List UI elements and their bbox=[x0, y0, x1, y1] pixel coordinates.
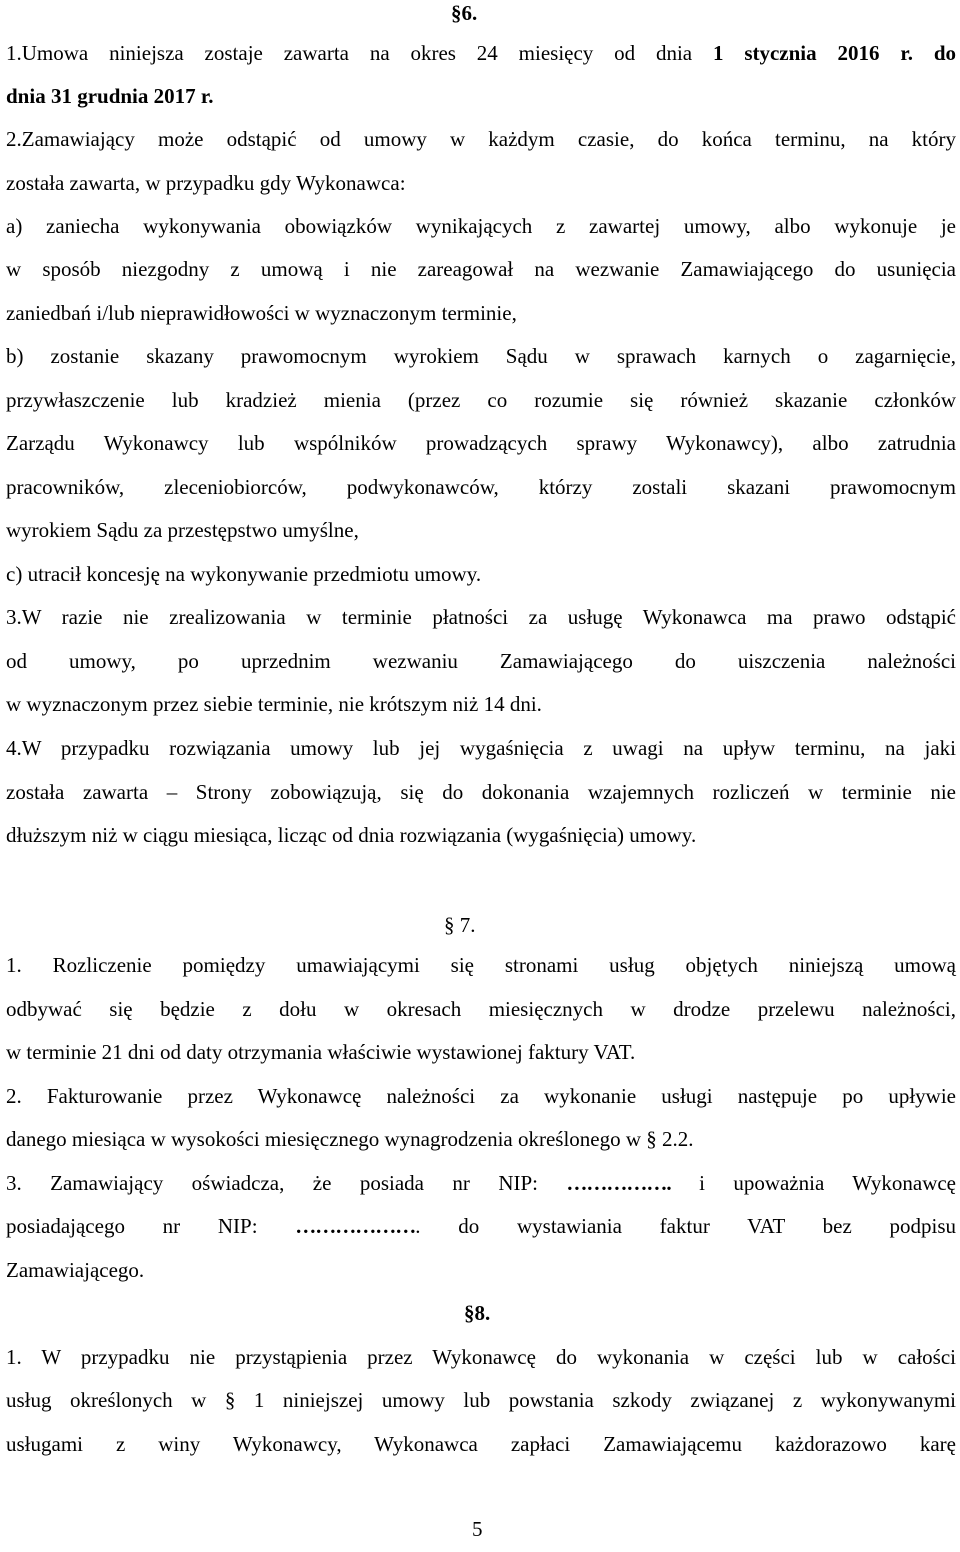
s7-p1-line: odbywać się będzie z dołu w okresach miesięcznych w drodze przelewu należności, bbox=[6, 997, 956, 1021]
s7-p1-line: 1. Rozliczenie pomiędzy umawiającymi się stronami usług objętych niniejszą umową bbox=[6, 953, 956, 977]
s6-p3-line: od umowy, po uprzednim wezwaniu Zamawiającego do uiszczenia należności bbox=[6, 649, 956, 673]
section-7-heading-text: § 7. bbox=[444, 913, 476, 937]
s6-p2-line: przywłaszczenie lub kradzież mienia (przez co rozumie się również skazanie członków bbox=[6, 388, 956, 412]
section-8-heading: §8. bbox=[464, 1301, 491, 1325]
s6-p1-line-2 bbox=[6, 75, 956, 119]
s6-p3-line: w wyznaczonym przez siebie terminie, nie krótszym niż 14 dni. bbox=[6, 692, 542, 716]
s6-p2-line: pracowników, zleceniobiorców, podwykonawców, którzy zostali skazani prawomocnym bbox=[6, 475, 956, 499]
s8-p1-line: usługami z winy Wykonawcy, Wykonawca zapłaci Zamawiającemu każdorazowo karę bbox=[6, 1432, 956, 1456]
s6-p2-line: Zarządu Wykonawcy lub wspólników prowadzących sprawy Wykonawcy), albo zatrudnia bbox=[6, 431, 956, 455]
s6-p4-line: została zawarta – Strony zobowiązują, się do dokonania wzajemnych rozliczeń w terminie nie bbox=[6, 780, 956, 804]
s6-p2-line: wyrokiem Sądu za przestępstwo umyślne, bbox=[6, 518, 359, 542]
s6-p2-line: zaniedbań i/lub nieprawidłowości w wyznaczonym terminie, bbox=[6, 301, 517, 325]
s6-p2-line: a) zaniecha wykonywania obowiązków wynikających z zawartej umowy, albo wykonuje je bbox=[6, 214, 956, 238]
s6-p1-line-1 bbox=[6, 32, 956, 76]
nip-placeholder-contractor: ……………… bbox=[295, 1214, 416, 1238]
s6-p1-date-start: 1 stycznia 2016 r. do bbox=[712, 41, 956, 65]
s6-p2-line: b) zostanie skazany prawomocnym wyrokiem Sądu w sprawach karnych o zagarnięcie, bbox=[6, 344, 956, 368]
s7-p3-text: 3. Zamawiający oświadcza, że posiada nr NIP: bbox=[6, 1171, 567, 1195]
s7-p1-line: w terminie 21 dni od daty otrzymania właściwie wystawionej faktury VAT. bbox=[6, 1040, 636, 1064]
section-6-heading: §6. bbox=[451, 1, 478, 25]
s6-p2-line: 2.Zamawiający może odstąpić od umowy w każdym czasie, do końca terminu, na który bbox=[6, 127, 956, 151]
page-number: 5 bbox=[472, 1517, 483, 1541]
s6-p4-line: 4.W przypadku rozwiązania umowy lub jej wygaśnięcia z uwagi na upływ terminu, na jaki bbox=[6, 736, 956, 760]
s6-p2-line: c) utracił koncesję na wykonywanie przedmiotu umowy. bbox=[6, 562, 482, 586]
s7-p3-line-1 bbox=[6, 1162, 956, 1206]
s6-p2-line: w sposób niezgodny z umową i nie zareagował na wezwanie Zamawiającego do usunięcia bbox=[6, 257, 956, 281]
s7-p3-line-2 bbox=[6, 1205, 956, 1249]
s8-p1-line: 1. W przypadku nie przystąpienia przez Wykonawcę do wykonania w części lub w całości bbox=[6, 1345, 956, 1369]
s6-p2-line: została zawarta, w przypadku gdy Wykonawca: bbox=[6, 171, 406, 195]
s7-p3-text: . do wystawiania faktur VAT bez podpisu bbox=[415, 1214, 956, 1238]
s6-p4-line: dłuższym niż w ciągu miesiąca, licząc od dnia rozwiązania (wygaśnięcia) umowy. bbox=[6, 823, 697, 847]
section-7-heading bbox=[444, 904, 476, 948]
s7-p3-text: posiadającego nr NIP: bbox=[6, 1214, 296, 1238]
s6-p1-date-end: dnia 31 grudnia 2017 r. bbox=[6, 84, 214, 108]
s7-p2-line: 2. Fakturowanie przez Wykonawcę należności za wykonanie usługi następuje po upływie bbox=[6, 1084, 956, 1108]
s7-p3-text: i upoważnia Wykonawcę bbox=[670, 1171, 956, 1195]
s7-p2-line: danego miesiąca w wysokości miesięcznego wynagrodzenia określonego w § 2.2. bbox=[6, 1127, 694, 1151]
s7-p3-line-3: Zamawiającego. bbox=[6, 1258, 145, 1282]
s6-p1-line-1-text: 1.Umowa niniejsza zostaje zawarta na okres 24 miesięcy od dnia bbox=[6, 41, 713, 65]
s8-p1-line: usług określonych w § 1 niniejszej umowy lub powstania szkody związanej z wykonywanymi bbox=[6, 1388, 956, 1412]
nip-placeholder-ordering: ……………. bbox=[566, 1171, 671, 1195]
s6-p3-line: 3.W razie nie zrealizowania w terminie płatności za usługę Wykonawca ma prawo odstąpić bbox=[6, 605, 956, 629]
